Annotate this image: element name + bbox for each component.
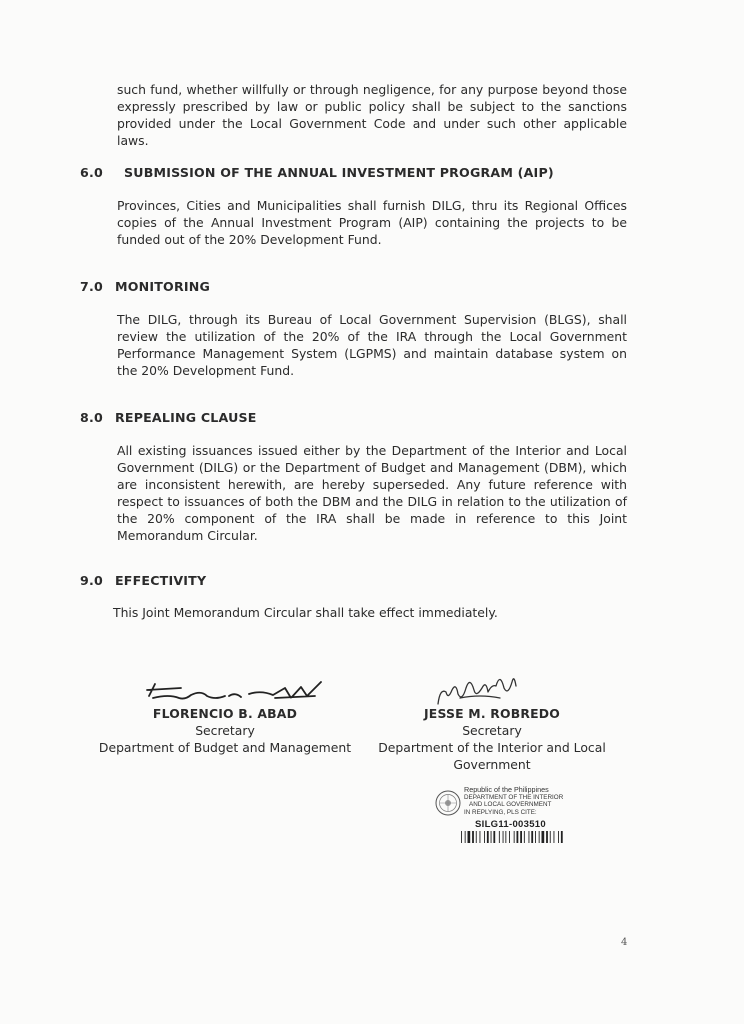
stamp-reference-code: SILG11-003510 (475, 819, 546, 830)
dilg-seal-icon (435, 790, 461, 816)
signatory-position: Secretary (462, 723, 522, 738)
signatory-office-line2: Government (453, 757, 531, 772)
section-body-9: This Joint Memorandum Circular shall take effect immediately. (113, 605, 498, 620)
section-number: 9.0 (80, 573, 103, 588)
section-body-7: The DILG, through its Bureau of Local Government Supervision (BLGS), shall review the utilization of the 20% of the IRA through the Local Government Performance Management System (LGPMS) and maintain database system on the 20% Development Fund. (117, 312, 627, 378)
section-title: SUBMISSION OF THE ANNUAL INVESTMENT PROGRAM (AIP) (124, 165, 554, 180)
barcode (461, 831, 563, 843)
section-title: EFFECTIVITY (115, 573, 207, 588)
receiving-stamp (435, 786, 585, 856)
stamp-line-2: DEPARTMENT OF THE INTERIOR (464, 793, 564, 801)
stamp-line-4: IN REPLYING, PLS CITE: (464, 808, 537, 816)
section-body-6: Provinces, Cities and Municipalities shall furnish DILG, thru its Regional Offices copies of the Annual Investment Program (AIP) containing the projects to be funded out of the 20% Development Fund. (117, 198, 627, 247)
stamp-text (464, 786, 563, 816)
section-heading-7 (80, 279, 210, 294)
signatory-name: JESSE M. ROBREDO (423, 706, 561, 721)
section-heading-9 (80, 573, 206, 588)
section-heading-6 (80, 165, 554, 180)
stamp-line-1: Republic of the Philippines (464, 785, 549, 794)
section-title: REPEALING CLAUSE (115, 410, 257, 425)
signatory-office: Department of Budget and Management (98, 740, 352, 755)
signatory-robredo (372, 705, 612, 773)
section-number: 7.0 (80, 279, 103, 294)
intro-paragraph: such fund, whether willfully or through negligence, for any purpose beyond those expressly prescribed by law or public policy shall be subject to the sanctions provided under the Local Government Code and under such other applicable laws. (117, 82, 627, 148)
signatory-name: FLORENCIO B. ABAD (152, 706, 298, 721)
signatory-office-line1: Department of the Interior and Local (378, 740, 606, 755)
section-heading-8 (80, 410, 257, 425)
section-number: 6.0 (80, 165, 103, 180)
section-body-8: All existing issuances issued either by the Department of the Interior and Local Government (DILG) or the Department of Budget and Management (DBM), which are inconsistent herewith, are hereby superseded. Any future reference with respect to issuances of both the DBM and the DILG in relation to the utilization of the 20% component of the IRA shall be made in reference to this Joint Memorandum Circular. (117, 443, 627, 543)
section-number: 8.0 (80, 410, 103, 425)
section-title: MONITORING (115, 279, 211, 294)
stamp-line-3: AND LOCAL GOVERNMENT (469, 801, 552, 809)
signatory-position: Secretary (195, 723, 255, 738)
page-number: 4 (621, 937, 628, 948)
signatory-abad (95, 705, 355, 756)
